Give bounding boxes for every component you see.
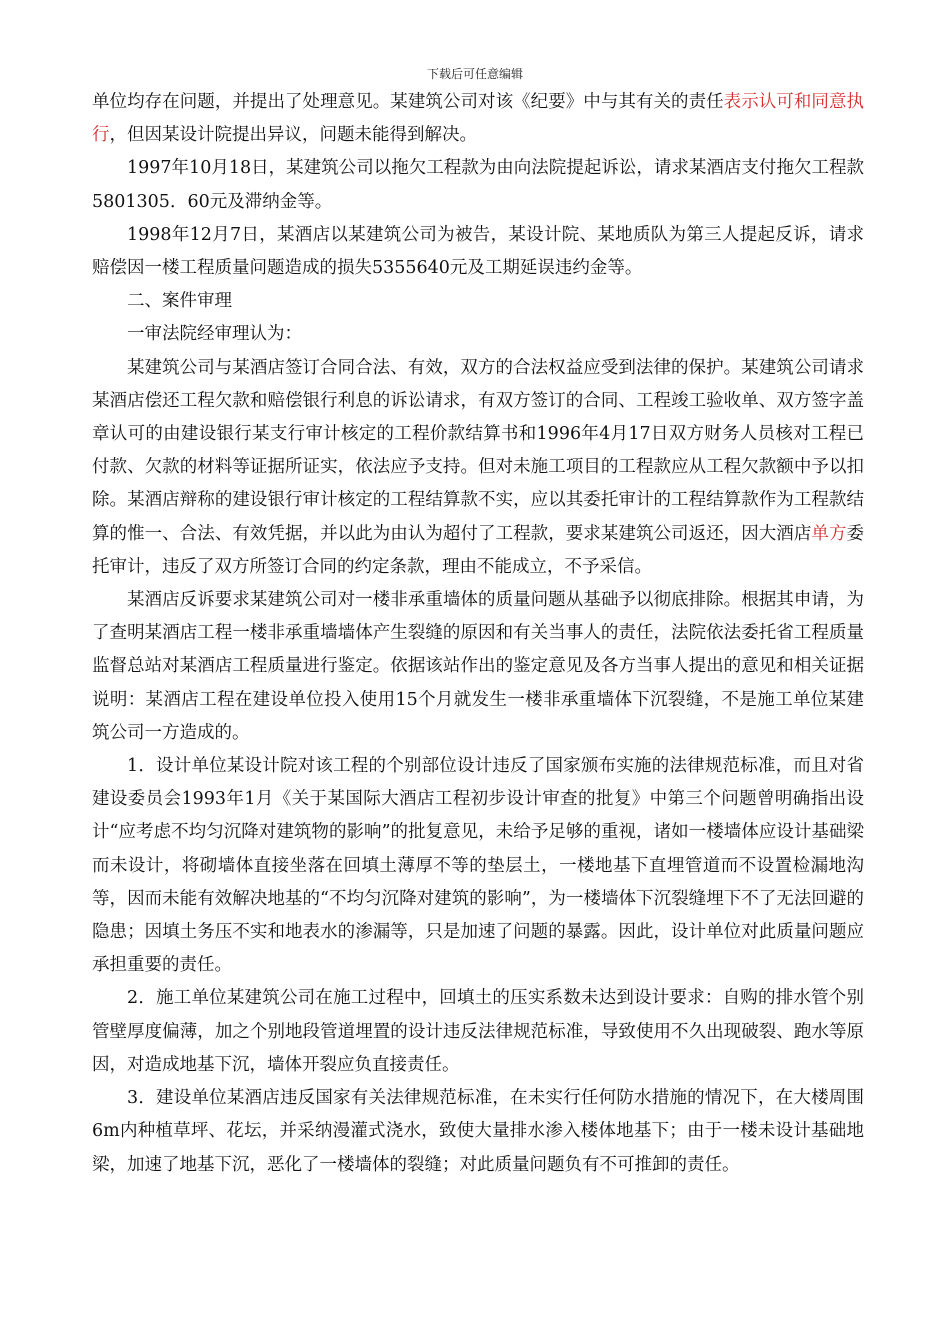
section-heading-case-trial: 二、案件审理 [127,291,232,312]
paragraph-6-text-b: 委托审计，违反了双方所签订合同的约定条款，理由不能成立，不予采信。 [92,523,864,577]
document-body [92,86,864,1182]
paragraph-3: 1998年12月7日，某酒店以某建筑公司为被告，某设计院、某地质队为第三人提起反诉，请求赔偿因一楼工程质量问题造成的损失5355640元及工期延误违约金等。 [92,224,864,279]
paragraph-8: 1．设计单位某设计院对该工程的个别部位设计违反了国家颁布实施的法律规范标准，而且对省建设委员会1993年1月《关于某国际大酒店工程初步设计审查的批复》中第三个问题曾明确指出设计“应考虑不均匀沉降对建筑物的影响”的批复意见，未给予足够的重视，诸如一楼墙体应设计基础梁而未设计，将砌墙体直接坐落在回填土薄厚不等的垫层土，一楼地基下直埋管道而不设置检漏地沟等，因而未能有效解决地基的“不均匀沉降对建筑的影响”，为一楼墙体下沉裂缝埋下不了无法回避的隐患；因填土务压不实和地表水的渗漏等，只是加速了问题的暴露。因此，设计单位对此质量问题应承担重要的责任。 [92,756,864,976]
paragraph-6 [92,352,864,584]
paragraph-5: 一审法院经审理认为： [127,324,302,345]
paragraph-1-highlight: 表示认可和同意执行 [92,92,864,146]
paragraph-6-highlight: 单方 [811,523,847,544]
paragraph-2: 1997年10月18日，某建筑公司以拖欠工程款为由向法院提起诉讼，请求某酒店支付拖欠工程款5801305．60元及滞纳金等。 [92,158,864,212]
paragraph-7: 某酒店反诉要求某建筑公司对一楼非承重墙体的质量问题从基础予以彻底排除。根据其申请，为了查明某酒店工程一楼非承重墙墙体产生裂缝的原因和有关当事人的责任，法院依法委托省工程质量监督总站对某酒店工程质量进行鉴定。依据该站作出的鉴定意见及各方当事人提出的意见和相关证据说明：某酒店工程在建设单位投入使用15个月就发生一楼非承重墙体下沉裂缝，不是施工单位某建筑公司一方造成的。 [92,590,864,743]
paragraph-1-text-b: ，但因某设计院提出异议，问题未能得到解决。 [109,125,477,146]
paragraph-10: 3．建设单位某酒店违反国家有关法律规范标准，在未实行任何防水措施的情况下，在大楼周围6m内种植草坪、花坛，并采纳漫灌式浇水，致使大量排水渗入楼体地基下；由于一楼未设计基础地梁，加速了地基下沉，恶化了一楼墙体的裂缝；对此质量问题负有不可推卸的责任。 [92,1088,864,1175]
paragraph-6-text-a: 某建筑公司与某酒店签订合同合法、有效，双方的合法权益应受到法律的保护。某建筑公司请求某酒店偿还工程欠款和赔偿银行利息的诉讼请求，有双方签订的合同、工程竣工验收单、双方签字盖章认可的由建设银行某支行审计核定的工程价款结算书和1996年4月17日双方财务人员核对工程已付款、欠款的材料等证据所证实，依法应予支持。但对未施工项目的工程款应从工程欠款额中予以扣除。某酒店辩称的建设银行审计核定的工程结算款不实，应以其委托审计的工程结算款作为工程款结算的惟一、合法、有效凭据，并以此为由认为超付了工程款，要求某建筑公司返还，因大酒店 [92,357,864,544]
paragraph-1-text-a: 单位均存在问题，并提出了处理意见。某建筑公司对该《纪要》中与其有关的责任 [92,92,724,112]
paragraph-9: 2．施工单位某建筑公司在施工过程中，回填土的压实系数未达到设计要求：自购的排水管个别管壁厚度偏薄，加之个别地段管道埋置的设计违反法律规范标准，导致使用不久出现破裂、跑水等原因，对造成地基下沉，墙体开裂应负直接责任。 [92,988,864,1075]
page-header-note: 下载后可任意编辑 [426,67,523,81]
paragraph-1 [92,86,864,152]
